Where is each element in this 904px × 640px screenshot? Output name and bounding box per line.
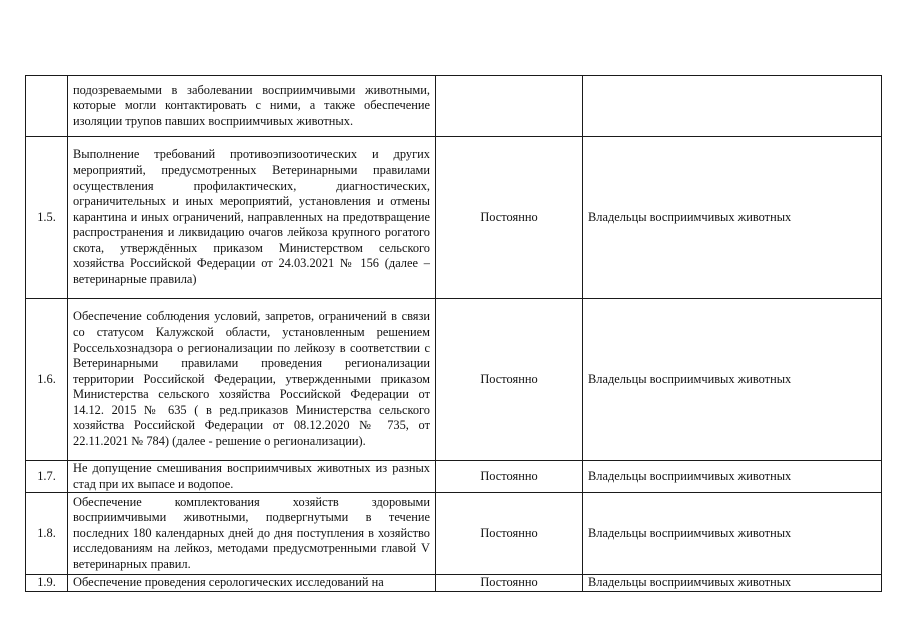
row-number: 1.5.	[26, 137, 68, 299]
table-row	[26, 461, 882, 493]
term-cell: Постоянно	[436, 493, 583, 575]
term-cell: Постоянно	[436, 461, 583, 493]
term-cell: Постоянно	[436, 299, 583, 461]
responsible-cell: Владельцы восприимчивых животных	[583, 137, 882, 299]
row-number	[26, 76, 68, 137]
table-row	[26, 575, 882, 592]
row-number: 1.7.	[26, 461, 68, 493]
term-cell	[436, 76, 583, 137]
measure-text: Не допущение смешивания восприимчивых животных из разных стад при их выпасе и водопое.	[68, 461, 436, 493]
row-number: 1.9.	[26, 575, 68, 592]
measures-table	[25, 75, 882, 592]
responsible-cell: Владельцы восприимчивых животных	[583, 299, 882, 461]
table-row	[26, 76, 882, 137]
responsible-cell: Владельцы восприимчивых животных	[583, 461, 882, 493]
responsible-cell: Владельцы восприимчивых животных	[583, 493, 882, 575]
term-cell: Постоянно	[436, 137, 583, 299]
measure-text: подозреваемыми в заболевании восприимчивыми животными, которые могли контактировать с ними, а также обеспечение изоляции трупов павших восприимчивых животных.	[68, 76, 436, 137]
table-row	[26, 299, 882, 461]
table-row	[26, 137, 882, 299]
term-cell: Постоянно	[436, 575, 583, 592]
row-number: 1.6.	[26, 299, 68, 461]
measure-text: Обеспечение соблюдения условий, запретов, ограничений в связи со статусом Калужской области, установленным решением Россельхознадзора о регионализации по лейкозу в соответствии с Ветеринарными правилами проведения регионализации территории Российской Федерации, утвержденными приказом Министерства сельского хозяйства Российской Федерации от 14.12. 2015 № 635 ( в ред.приказов Министерства сельского хозяйства Российской Федерации от 08.12.2020 № 735, от 22.11.2021 № 784) (далее - решение о регионализации).	[68, 299, 436, 461]
table-row	[26, 493, 882, 575]
measure-text: Обеспечение проведения серологических исследований на	[68, 575, 436, 592]
responsible-cell	[583, 76, 882, 137]
measure-text: Обеспечение комплектования хозяйств здоровыми восприимчивыми животными, подвергнутыми в течение последних 180 календарных дней до дня поступления в хозяйство исследованиям на лейкоз, методами предусмотренными главой V ветеринарных правил.	[68, 493, 436, 575]
measure-text: Выполнение требований противоэпизоотических и других мероприятий, предусмотренных Ветеринарными правилами осуществления профилактических, диагностических, ограничительных и иных мероприятий, установления и отмены карантина и иных ограничений, направленных на предотвращение распространения и ликвидацию очагов лейкоза крупного рогатого скота, утверждённых приказом Министерством сельского хозяйства Российской Федерации от 24.03.2021 № 156 (далее – ветеринарные правила)	[68, 137, 436, 299]
row-number: 1.8.	[26, 493, 68, 575]
responsible-cell: Владельцы восприимчивых животных	[583, 575, 882, 592]
